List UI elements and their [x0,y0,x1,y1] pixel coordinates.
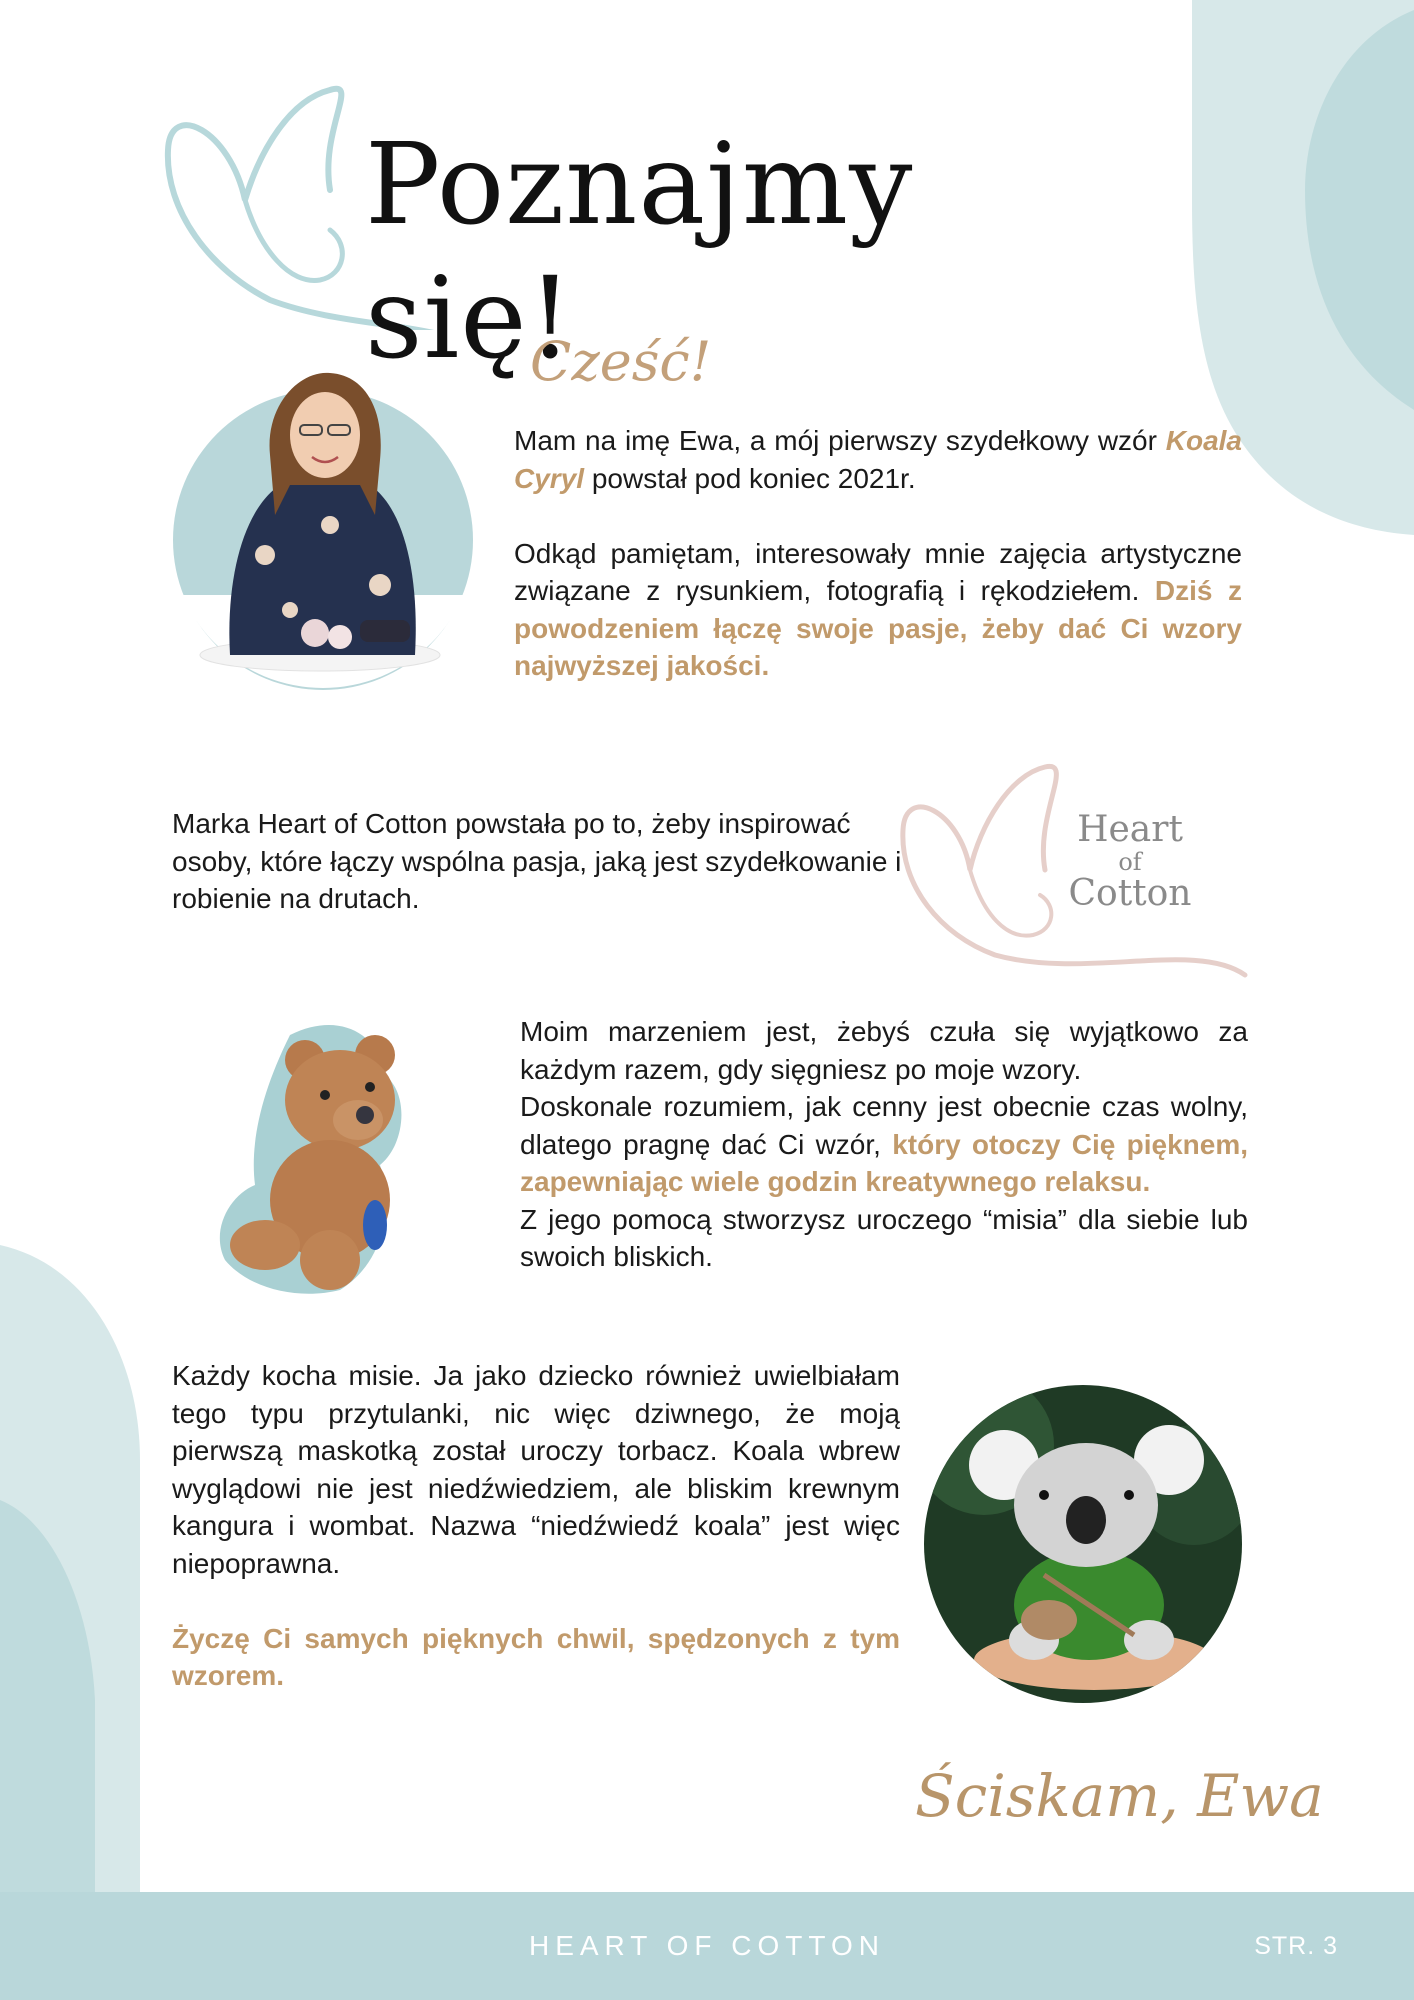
logo-line-2: of [1118,848,1142,876]
brand-logo-text [1060,809,1200,914]
page-title: Poznajmy się! [365,120,914,385]
intro-p2-highlight: Dziś z powodzeniem łączę swoje pasje, żeby dać Ci wzory najwyższej jakości. [514,575,1243,681]
page-number: STR. 3 [1254,1932,1338,1960]
intro-p1-text: Mam na imę Ewa, a mój pierwszy szydełkowy wzór [514,425,1166,456]
dream-text-2: Doskonale rozumiem, jak cenny jest obecnie czas wolny, dlatego pragnę dać Ci wzór, [520,1091,1248,1160]
intro-text [514,422,1242,685]
page-footer [0,1892,1414,2000]
footer-brand: HEART OF COTTON [528,1930,886,1961]
brand-paragraph: Marka Heart of Cotton powstała po to, żeby inspirować osoby, które łączy wspólna pasja, jaką jest szydełkowanie i robienie na drutach. [172,808,902,914]
intro-paragraph-2 [514,535,1242,685]
logo-line-3: Cotton [1068,873,1192,914]
intro-p1-end: powstał pod koniec 2021r. [584,462,916,494]
author-photo-illustration [170,365,480,690]
koala-paragraph [172,1357,900,1695]
koala-text: Każdy kocha misie. Ja jako dziecko również uwielbiałam tego typu przytulanki, nic więc dziwnego, że moją pierwszą maskotką został uroczy torbacz. Koala wbrew wyglądowi nie jest niedźwiedziem, ale bliskim krewnym kangura i wombat. Nazwa “niedźwiedź koala” jest więc niepoprawna. [172,1360,900,1579]
teddy-bear-image [210,1015,450,1305]
dream-paragraph [520,1013,1248,1276]
dream-text-1: Moim marzeniem jest, żebyś czuła się wyjątkowo za każdym razem, gdy sięgniesz po moje wzory. [520,1016,1248,1085]
koala-highlight: Życzę Ci samych pięknych chwil, spędzonych z tym wzorem. [172,1622,900,1691]
logo-line-1: Heart [1077,809,1183,850]
dream-highlight: który otoczy Cię pięknem, zapewniając wiele godzin kreatywnego relaksu. [520,1128,1248,1197]
dream-text-3: Z jego pomocą stworzysz uroczego “misia” dla siebie lub swoich bliskich. [520,1203,1248,1272]
koala-photo [924,1385,1242,1703]
signature: Ściskam, Ewa [915,1762,1324,1830]
pattern-name-highlight: Koala Cyryl [514,425,1242,494]
greeting-heading: Cześć! [530,330,712,393]
author-photo [170,365,480,690]
intro-p2-text: Odkąd pamiętam, interesowały mnie zajęcia artystyczne związane z rysunkiem, fotografią i rękodziełem. [514,537,1242,606]
intro-paragraph-1 [514,422,1242,497]
koala-photo-illustration [924,1385,1242,1703]
